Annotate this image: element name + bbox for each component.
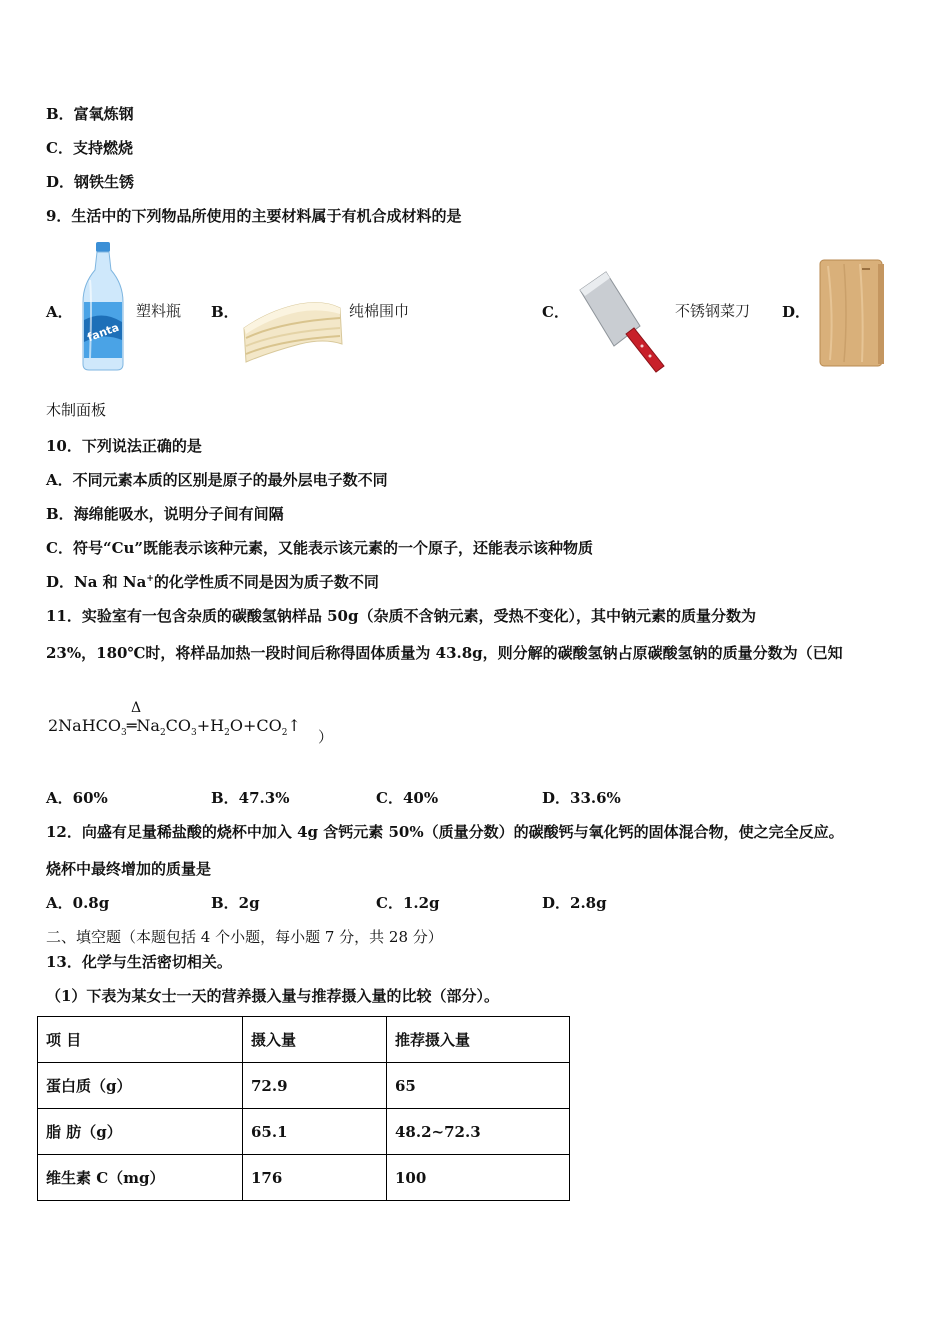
- table-row: [38, 1109, 570, 1155]
- q11-option-a: A．60%: [46, 789, 108, 807]
- table-cell: 65: [387, 1063, 570, 1109]
- q12-line-1: 12．向盛有足量稀盐酸的烧杯中加入 4g 含钙元素 50%（质量分数）的碳酸钙与氧化钙的固体混合物，使之完全反应。: [46, 823, 844, 841]
- q9-stem: 9．生活中的下列物品所使用的主要材料属于有机合成材料的是: [46, 207, 462, 225]
- eq-part: ↑: [287, 716, 301, 735]
- table-cell: 脂 肪（g）: [38, 1109, 243, 1155]
- q9-option-a-letter: A．: [46, 303, 73, 321]
- q11-option-b: B．47.3%: [211, 789, 290, 807]
- eq-part: ═Na: [126, 716, 160, 735]
- q8-option-c: C．支持燃烧: [46, 139, 133, 157]
- eq-part: O+CO: [229, 716, 282, 735]
- eq-sub: 2: [159, 728, 166, 739]
- q11-option-d: D．33.6%: [542, 789, 621, 807]
- q10-option-a: A．不同元素本质的区别是原子的最外层电子数不同: [46, 471, 388, 489]
- table-row: [38, 1155, 570, 1201]
- table-header-cell: 摄入量: [243, 1017, 387, 1063]
- eq-sub: 3: [121, 728, 127, 739]
- eq-sub: 2: [281, 728, 288, 739]
- eq-part: +H: [196, 716, 225, 735]
- q9-option-d-letter: D．: [782, 303, 811, 321]
- section-2-heading: 二、填空题（本题包括 4 个小题，每小题 7 分，共 28 分）: [46, 928, 443, 946]
- plastic-bottle-image: [78, 240, 128, 372]
- table-header-cell: 推荐摄入量: [387, 1017, 570, 1063]
- q10-option-b: B．海绵能吸水，说明分子间有间隔: [46, 505, 284, 523]
- table-cell: 176: [243, 1155, 387, 1201]
- eq-part: CO: [165, 716, 192, 735]
- table-cell: 72.9: [243, 1063, 387, 1109]
- q9-option-b-letter: B．: [211, 303, 239, 321]
- table-cell: 维生素 C（mg）: [38, 1155, 243, 1201]
- table-cell: 100: [387, 1155, 570, 1201]
- q12-option-b: B．2g: [211, 894, 260, 912]
- q13-stem: 13．化学与生活密切相关。: [46, 953, 232, 971]
- eq-part: 2NaHCO: [48, 716, 122, 735]
- q12-option-a: A．0.8g: [46, 894, 110, 912]
- q11-line-2: 23%，180℃时，将样品加热一段时间后称得固体质量为 43.8g，则分解的碳酸氢钠占原碳酸氢钠的质量分数为（已知: [46, 644, 843, 662]
- q11-close-paren: ）: [318, 728, 334, 746]
- reaction-equation: [48, 716, 301, 738]
- equation-delta: Δ: [131, 700, 142, 716]
- table-cell: 48.2~72.3: [387, 1109, 570, 1155]
- q8-option-b: B．富氧炼钢: [46, 105, 134, 123]
- q13-sub-question-1: （1）下表为某女士一天的营养摄入量与推荐摄入量的比较（部分）。: [46, 987, 499, 1005]
- q9-option-c-letter: C．: [542, 303, 569, 321]
- table-cell: 蛋白质（g）: [38, 1063, 243, 1109]
- q12-option-d: D．2.8g: [542, 894, 607, 912]
- q9-option-c-caption: 不锈钢菜刀: [675, 302, 751, 320]
- table-header-cell: 项 目: [38, 1017, 243, 1063]
- table-row: [38, 1063, 570, 1109]
- eq-sub: 3: [191, 728, 197, 739]
- q12-line-2: 烧杯中最终增加的质量是: [46, 860, 212, 878]
- q9-option-d-caption: 木制面板: [46, 401, 107, 419]
- q11-option-c: C．40%: [376, 789, 439, 807]
- nutrition-table: [37, 1016, 570, 1201]
- q10-option-d-text: D．Na 和 Na: [46, 573, 147, 591]
- q10-option-d-superscript: +: [146, 574, 154, 584]
- wooden-board-image: [814, 256, 888, 374]
- q9-option-b-caption: 纯棉围巾: [349, 302, 410, 320]
- q10-option-c: C．符号“Cu”既能表示该种元素，又能表示该元素的一个原子，还能表示该种物质: [46, 539, 594, 557]
- q10-stem: 10．下列说法正确的是: [46, 437, 202, 455]
- q9-option-a-caption: 塑料瓶: [136, 302, 182, 320]
- fanta-logo: fanta: [85, 320, 121, 345]
- table-cell: 65.1: [243, 1109, 387, 1155]
- q10-option-d-tail: 的化学性质不同是因为质子数不同: [153, 573, 379, 591]
- table-header-row: [38, 1017, 570, 1063]
- eq-sub: 2: [224, 728, 230, 739]
- q10-option-d: [46, 571, 379, 592]
- q12-option-c: C．1.2g: [376, 894, 440, 912]
- cotton-scarf-image: [240, 288, 346, 368]
- kitchen-knife-image: [576, 270, 668, 374]
- q8-option-d: D．钢铁生锈: [46, 173, 135, 191]
- q11-line-1: 11．实验室有一包含杂质的碳酸氢钠样品 50g（杂质不含钠元素，受热不变化），其中钠元素的质量分数为: [46, 607, 756, 625]
